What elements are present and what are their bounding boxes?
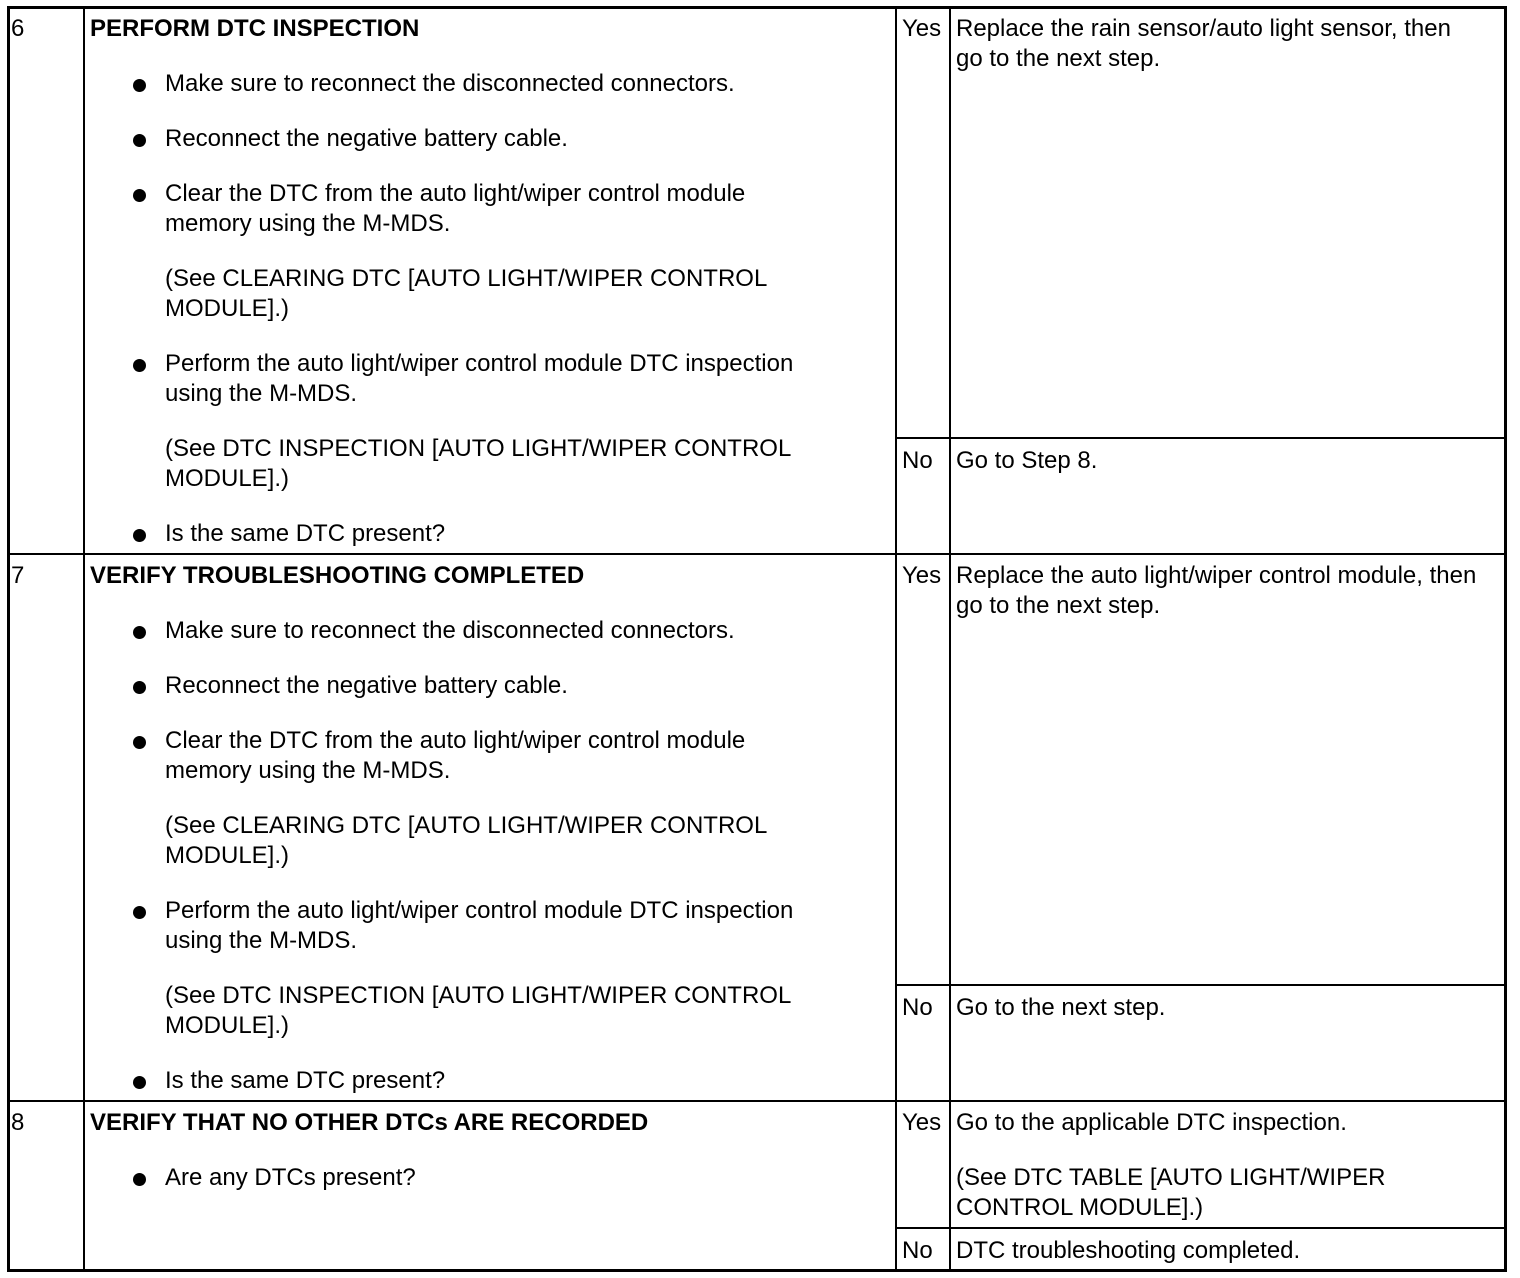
bullet-text: Perform the auto light/wiper control module DTC inspection (165, 897, 794, 924)
col-divider-step (83, 9, 85, 1269)
reference-note-continued: CONTROL MODULE].) (956, 1194, 1204, 1221)
bullet-text: Reconnect the negative battery cable. (165, 125, 568, 152)
bullet-icon (133, 79, 146, 92)
bullet-icon (133, 359, 146, 372)
yes-action: Replace the rain sensor/auto light sensor, then (956, 15, 1451, 42)
reference-note-continued: MODULE].) (165, 842, 290, 869)
bullet-text: Make sure to reconnect the disconnected connectors. (165, 617, 735, 644)
step-number: 7 (11, 562, 25, 589)
step-number: 8 (11, 1109, 25, 1136)
bullet-icon (133, 1076, 146, 1089)
bullet-text-continued: memory using the M-MDS. (165, 210, 451, 237)
reference-note: (See CLEARING DTC [AUTO LIGHT/WIPER CONTROL (165, 812, 768, 839)
reference-note: (See DTC TABLE [AUTO LIGHT/WIPER (956, 1164, 1386, 1191)
reference-note-continued: MODULE].) (165, 465, 290, 492)
col-divider-action (949, 9, 951, 1269)
bullet-text: Reconnect the negative battery cable. (165, 672, 568, 699)
yes-action: Go to the applicable DTC inspection. (956, 1109, 1347, 1136)
row-divider (10, 553, 1504, 555)
no-label: No (902, 1237, 933, 1264)
reference-note-continued: MODULE].) (165, 295, 290, 322)
no-action: Go to the next step. (956, 994, 1166, 1021)
step-number: 6 (11, 15, 25, 42)
bullet-text: Is the same DTC present? (165, 1067, 446, 1094)
troubleshooting-table (7, 6, 1507, 1272)
bullet-icon (133, 134, 146, 147)
bullet-icon (133, 681, 146, 694)
bullet-icon (133, 626, 146, 639)
bullet-icon (133, 736, 146, 749)
bullet-text: Is the same DTC present? (165, 520, 446, 547)
bullet-text: Clear the DTC from the auto light/wiper control module (165, 180, 746, 207)
bullet-icon (133, 529, 146, 542)
no-action: Go to Step 8. (956, 447, 1098, 474)
step-title: VERIFY TROUBLESHOOTING COMPLETED (90, 562, 585, 589)
bullet-icon (133, 189, 146, 202)
reference-note-continued: MODULE].) (165, 1012, 290, 1039)
bullet-text: Clear the DTC from the auto light/wiper control module (165, 727, 746, 754)
yes-action-continued: go to the next step. (956, 45, 1161, 72)
bullet-text-continued: using the M-MDS. (165, 927, 358, 954)
yes-label: Yes (902, 1109, 942, 1136)
col-divider-result (895, 9, 897, 1269)
reference-note: (See DTC INSPECTION [AUTO LIGHT/WIPER CONTROL (165, 982, 792, 1009)
reference-note: (See CLEARING DTC [AUTO LIGHT/WIPER CONTROL (165, 265, 768, 292)
no-label: No (902, 447, 933, 474)
step-title: VERIFY THAT NO OTHER DTCs ARE RECORDED (90, 1109, 649, 1136)
step-title: PERFORM DTC INSPECTION (90, 15, 420, 42)
no-action: DTC troubleshooting completed. (956, 1237, 1301, 1264)
bullet-icon (133, 906, 146, 919)
yes-no-divider (895, 984, 1504, 986)
bullet-text: Perform the auto light/wiper control module DTC inspection (165, 350, 794, 377)
yes-no-divider (895, 437, 1504, 439)
bullet-text-continued: using the M-MDS. (165, 380, 358, 407)
yes-action: Replace the auto light/wiper control module, then (956, 562, 1477, 589)
row-divider (10, 1100, 1504, 1102)
bullet-text: Make sure to reconnect the disconnected connectors. (165, 70, 735, 97)
no-label: No (902, 994, 933, 1021)
bullet-icon (133, 1173, 146, 1186)
bullet-text: Are any DTCs present? (165, 1164, 416, 1191)
yes-action-continued: go to the next step. (956, 592, 1161, 619)
yes-label: Yes (902, 562, 942, 589)
bullet-text-continued: memory using the M-MDS. (165, 757, 451, 784)
reference-note: (See DTC INSPECTION [AUTO LIGHT/WIPER CONTROL (165, 435, 792, 462)
yes-no-divider (895, 1227, 1504, 1229)
yes-label: Yes (902, 15, 942, 42)
